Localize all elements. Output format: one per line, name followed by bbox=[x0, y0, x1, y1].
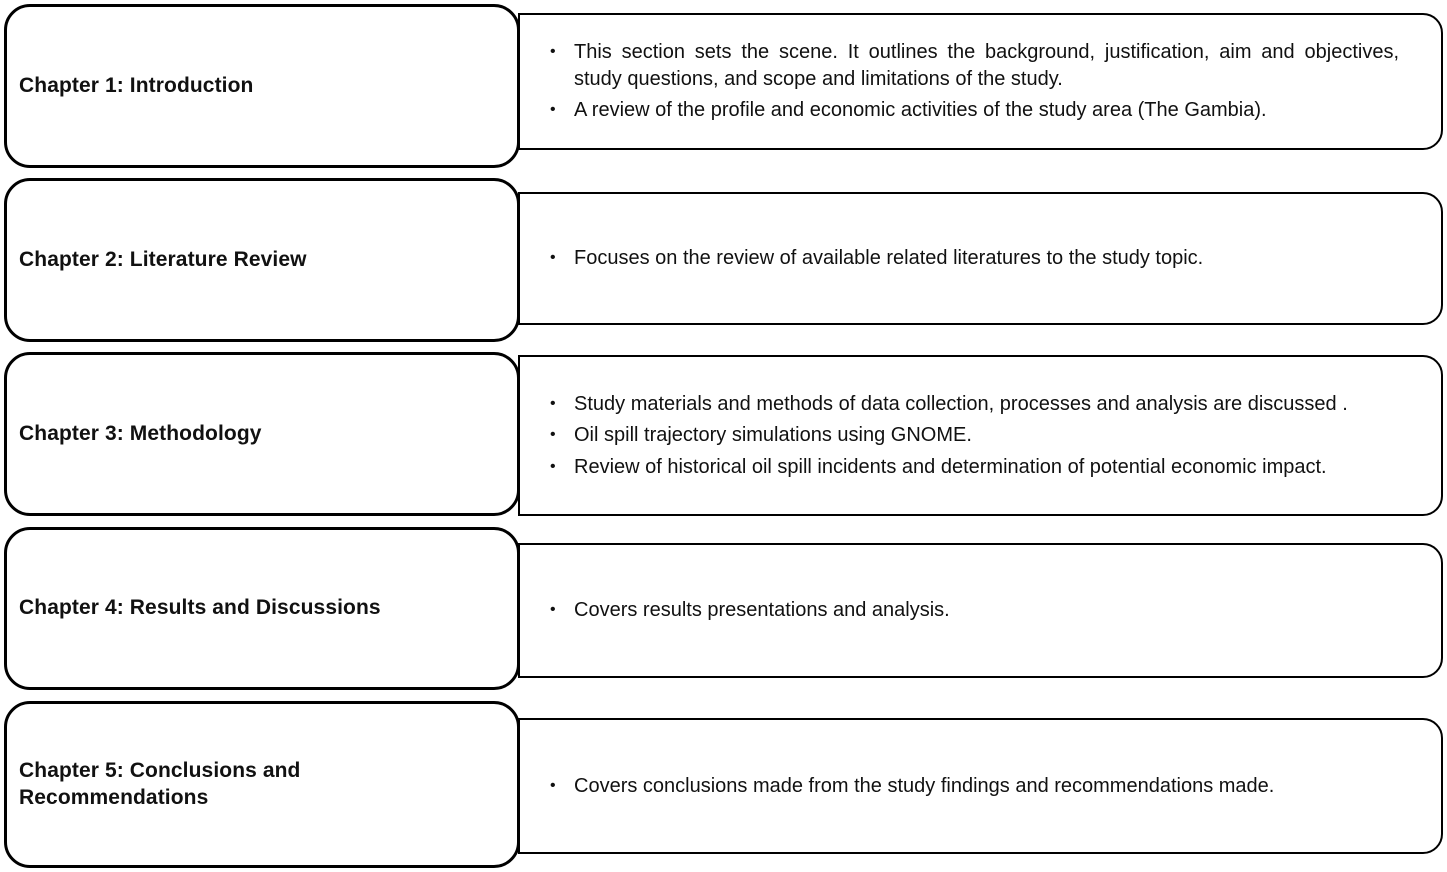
chapter-3-bullet-list bbox=[548, 386, 1399, 485]
chapter-1-title: Chapter 1: Introduction bbox=[19, 73, 254, 97]
chapter-3-title: Chapter 3: Methodology bbox=[19, 421, 262, 445]
chapter-3-description-box bbox=[518, 355, 1443, 516]
chapter-5-description-box bbox=[518, 718, 1443, 854]
chapter-2-bullet-list bbox=[548, 240, 1399, 276]
chapter-1-description-box bbox=[518, 13, 1443, 150]
list-item bbox=[548, 597, 1399, 623]
bullet-icon: • bbox=[550, 101, 556, 119]
chapter-2-box bbox=[4, 178, 520, 342]
bullet-icon: • bbox=[550, 43, 556, 61]
list-item bbox=[548, 454, 1399, 480]
chapter-1-bullet-list bbox=[548, 34, 1399, 128]
bullet-text: Study materials and methods of data collection, processes and analysis are discussed . bbox=[574, 392, 1348, 415]
bullet-text: Covers results presentations and analysis. bbox=[574, 599, 950, 622]
chapter-4-description-box bbox=[518, 543, 1443, 678]
list-item bbox=[548, 39, 1399, 92]
bullet-text: Covers conclusions made from the study findings and recommendations made. bbox=[574, 774, 1275, 797]
bullet-icon: • bbox=[550, 601, 556, 619]
list-item bbox=[548, 97, 1399, 123]
chapter-5-bullet-list bbox=[548, 768, 1399, 804]
chapter-4-title: Chapter 4: Results and Discussions bbox=[19, 596, 381, 620]
list-item bbox=[548, 245, 1399, 271]
chapter-5-title: Chapter 5: Conclusions and Recommendations bbox=[19, 759, 301, 809]
chapter-2-description-box bbox=[518, 192, 1443, 325]
bullet-text: Oil spill trajectory simulations using GNOME. bbox=[574, 424, 972, 447]
list-item bbox=[548, 391, 1399, 417]
bullet-icon: • bbox=[550, 394, 556, 412]
bullet-icon: • bbox=[550, 426, 556, 444]
bullet-text: Focuses on the review of available related literatures to the study topic. bbox=[574, 247, 1204, 270]
list-item bbox=[548, 773, 1399, 799]
chapter-3-box bbox=[4, 352, 520, 516]
list-item bbox=[548, 422, 1399, 448]
bullet-text: A review of the profile and economic activities of the study area (The Gambia). bbox=[574, 99, 1267, 122]
bullet-text: Review of historical oil spill incidents and determination of potential economic impact. bbox=[574, 455, 1327, 478]
bullet-icon: • bbox=[550, 457, 556, 475]
chapter-4-box bbox=[4, 527, 520, 690]
chapter-4-bullet-list bbox=[548, 592, 1399, 628]
bullet-icon: • bbox=[550, 776, 556, 794]
chapter-5-box bbox=[4, 701, 520, 868]
chapter-2-title: Chapter 2: Literature Review bbox=[19, 247, 307, 271]
bullet-text: This section sets the scene. It outlines the background, justification, aim and objectives, study questions, and scope and limitations of the study. bbox=[574, 41, 1399, 90]
chapter-1-box bbox=[4, 4, 520, 168]
bullet-icon: • bbox=[550, 249, 556, 267]
